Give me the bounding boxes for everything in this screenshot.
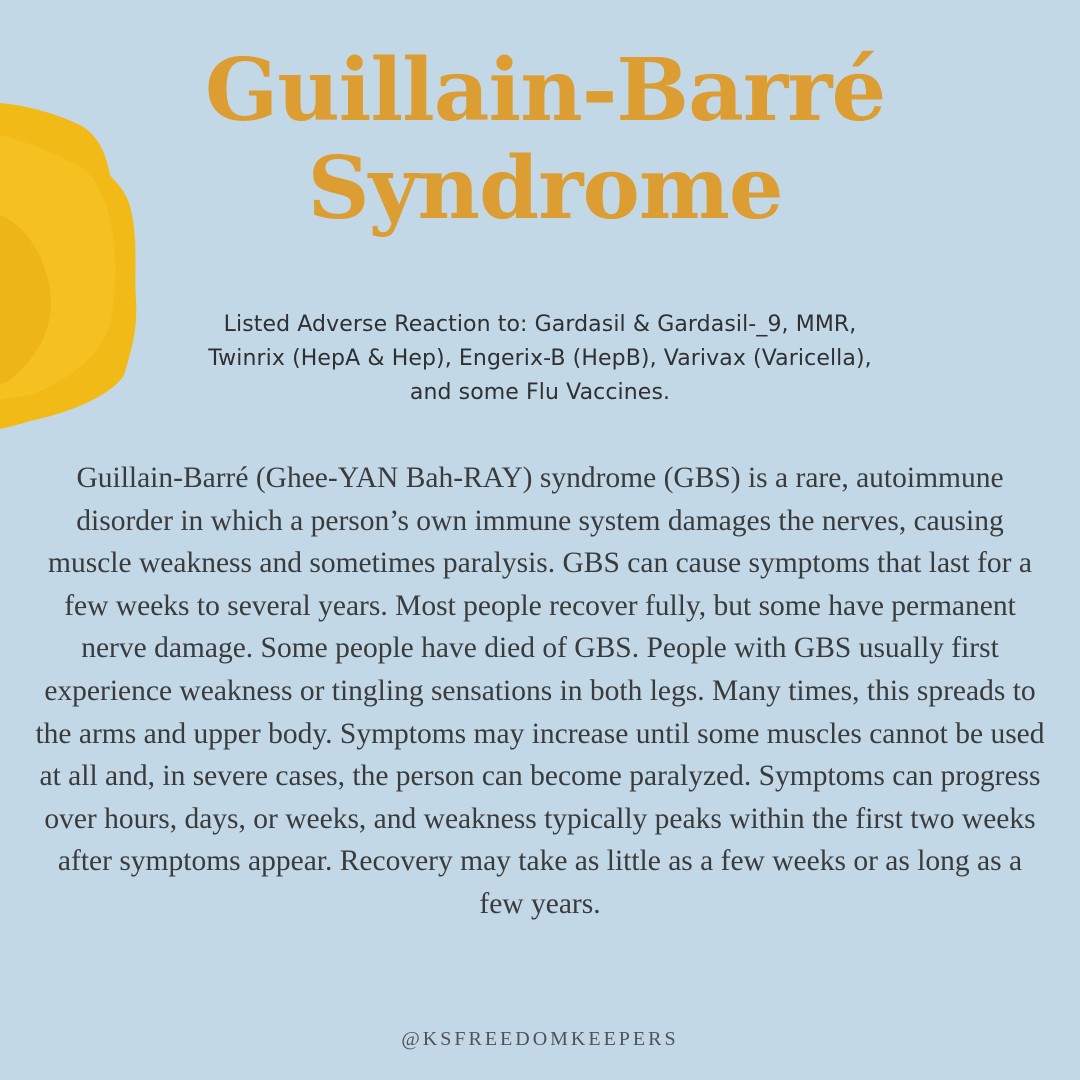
body-paragraph: Guillain-Barré (Ghee-YAN Bah-RAY) syndrome (GBS) is a rare, autoimmune disorder in which a person’s own immune system damages the nerves, causing muscle weakness and sometimes paralysis. GBS can cause symptoms that last for a few weeks to several years. Most people recover fully, but some have permanent nerve damage. Some people have died of GBS. People with GBS usually first experience weakness or tingling sensations in both legs. Many times, this spreads to the arms and upper body. Symptoms may increase until some muscles cannot be used at all and, in severe cases, the person can become paralyzed. Symptoms can progress over hours, days, or weeks, and weakness typically peaks within the first two weeks after symptoms appear. Recovery may take as little as a few weeks or as long as a few years. (35, 462, 1045, 920)
social-handle: @KSFREEDOMKEEPERS (401, 1028, 679, 1050)
page-title (130, 42, 960, 238)
subtitle: Listed Adverse Reaction to: Gardasil & Gardasil-_9, MMR, Twinrix (HepA & Hep), Engerix-B (HepB), Varivax (Varicella), and some Flu Vaccines. (208, 312, 872, 405)
title-line-1: Guillain-Barré (204, 40, 886, 141)
paint-stroke-icon (0, 95, 140, 430)
title-line-2: Syndrome (307, 138, 783, 239)
